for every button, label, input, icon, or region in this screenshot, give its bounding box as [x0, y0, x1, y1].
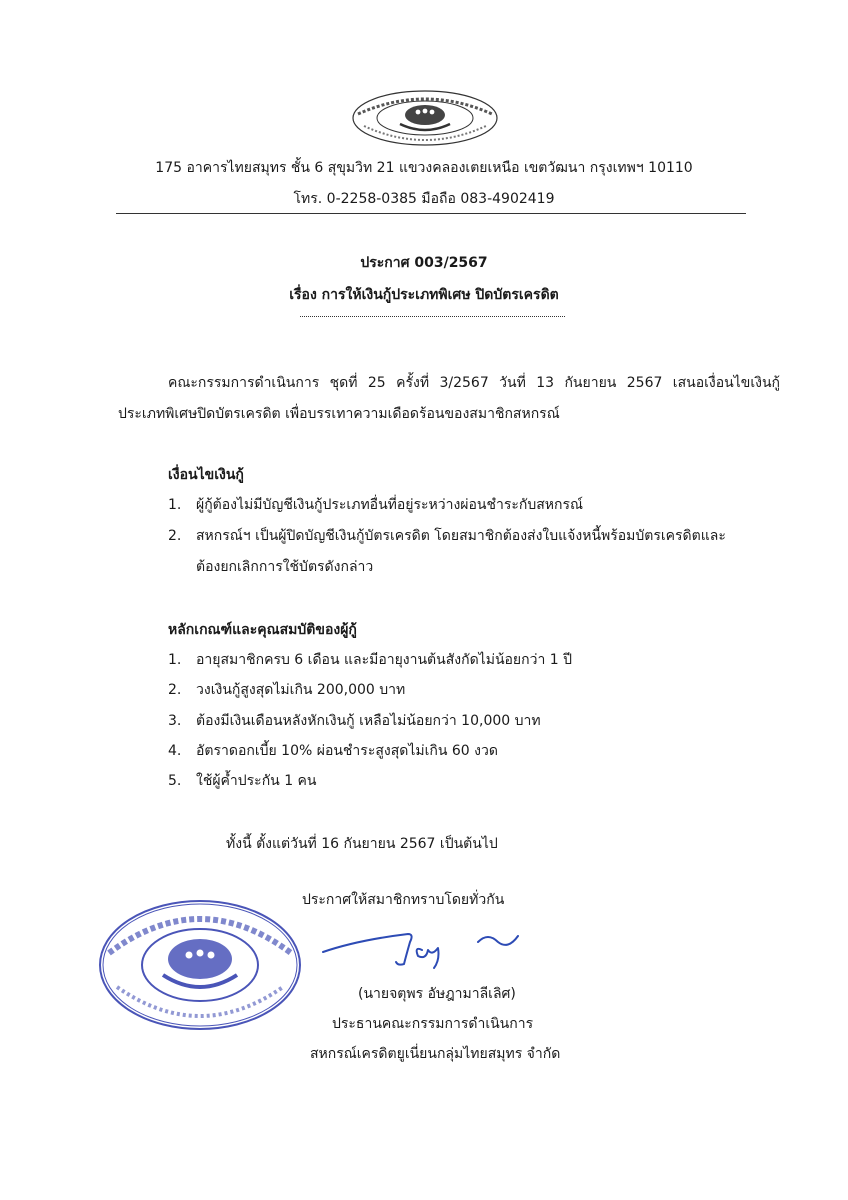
criteria-item: 2. วงเงินกู้สูงสุดไม่เกิน 200,000 บาท — [168, 682, 406, 698]
header-phone: โทร. 0-2258-0385 มือถือ 083-4902419 — [293, 191, 555, 207]
closing-statement: ประกาศให้สมาชิกทราบโดยทั่วกัน — [302, 892, 505, 908]
effective-date: ทั้งนี้ ตั้งแต่วันที่ 16 กันยายน 2567 เป็นต้นไป — [226, 836, 498, 852]
signer-position: ประธานคณะกรรมการดำเนินการ — [332, 1016, 534, 1032]
header-divider — [116, 213, 746, 214]
announcement-number: ประกาศ 003/2567 — [360, 255, 488, 271]
signature — [318, 920, 528, 970]
condition-item: 2. สหกรณ์ฯ เป็นผู้ปิดบัญชีเงินกู้บัตรเครดิต โดยสมาชิกต้องส่งใบแจ้งหนี้พร้อมบัตรเครดิตและ — [168, 528, 726, 544]
signer-organization: สหกรณ์เครดิตยูเนี่ยนกลุ่มไทยสมุทร จำกัด — [310, 1046, 561, 1062]
criteria-heading: หลักเกณฑ์และคุณสมบัติของผู้กู้ — [168, 622, 357, 638]
header-address: 175 อาคารไทยสมุทร ชั้น 6 สุขุมวิท 21 แขวงคลองเตยเหนือ เขตวัฒนา กรุงเทพฯ 10110 — [155, 160, 693, 176]
cooperative-logo — [350, 88, 500, 148]
signer-name: (นายจตุพร อัษฎามาลีเลิศ) — [358, 986, 516, 1002]
criteria-item: 4. อัตราดอกเบี้ย 10% ผ่อนชำระสูงสุดไม่เกิน 60 งวด — [168, 743, 498, 759]
announcement-subject: เรื่อง การให้เงินกู้ประเภทพิเศษ ปิดบัตรเครดิต — [289, 287, 559, 303]
title-dotted-divider — [300, 316, 565, 317]
cooperative-stamp — [95, 895, 305, 1035]
condition-item: 1. ผู้กู้ต้องไม่มีบัญชีเงินกู้ประเภทอื่นที่อยู่ระหว่างผ่อนชำระกับสหกรณ์ — [168, 497, 584, 513]
criteria-item: 1. อายุสมาชิกครบ 6 เดือน และมีอายุงานต้นสังกัดไม่น้อยกว่า 1 ปี — [168, 652, 573, 668]
criteria-item: 5. ใช้ผู้ค้ำประกัน 1 คน — [168, 773, 317, 789]
intro-line-1: คณะกรรมการดำเนินการ ชุดที่ 25 ครั้งที่ 3/2567 วันที่ 13 กันยายน 2567 เสนอเงื่อนไขเงินกู้ — [168, 375, 780, 391]
condition-item-continuation: ต้องยกเลิกการใช้บัตรดังกล่าว — [196, 559, 374, 575]
conditions-heading: เงื่อนไขเงินกู้ — [168, 467, 244, 483]
intro-line-2: ประเภทพิเศษปิดบัตรเครดิต เพื่อบรรเทาความเดือดร้อนของสมาชิกสหกรณ์ — [118, 406, 560, 422]
criteria-item: 3. ต้องมีเงินเดือนหลังหักเงินกู้ เหลือไม่น้อยกว่า 10,000 บาท — [168, 713, 541, 729]
